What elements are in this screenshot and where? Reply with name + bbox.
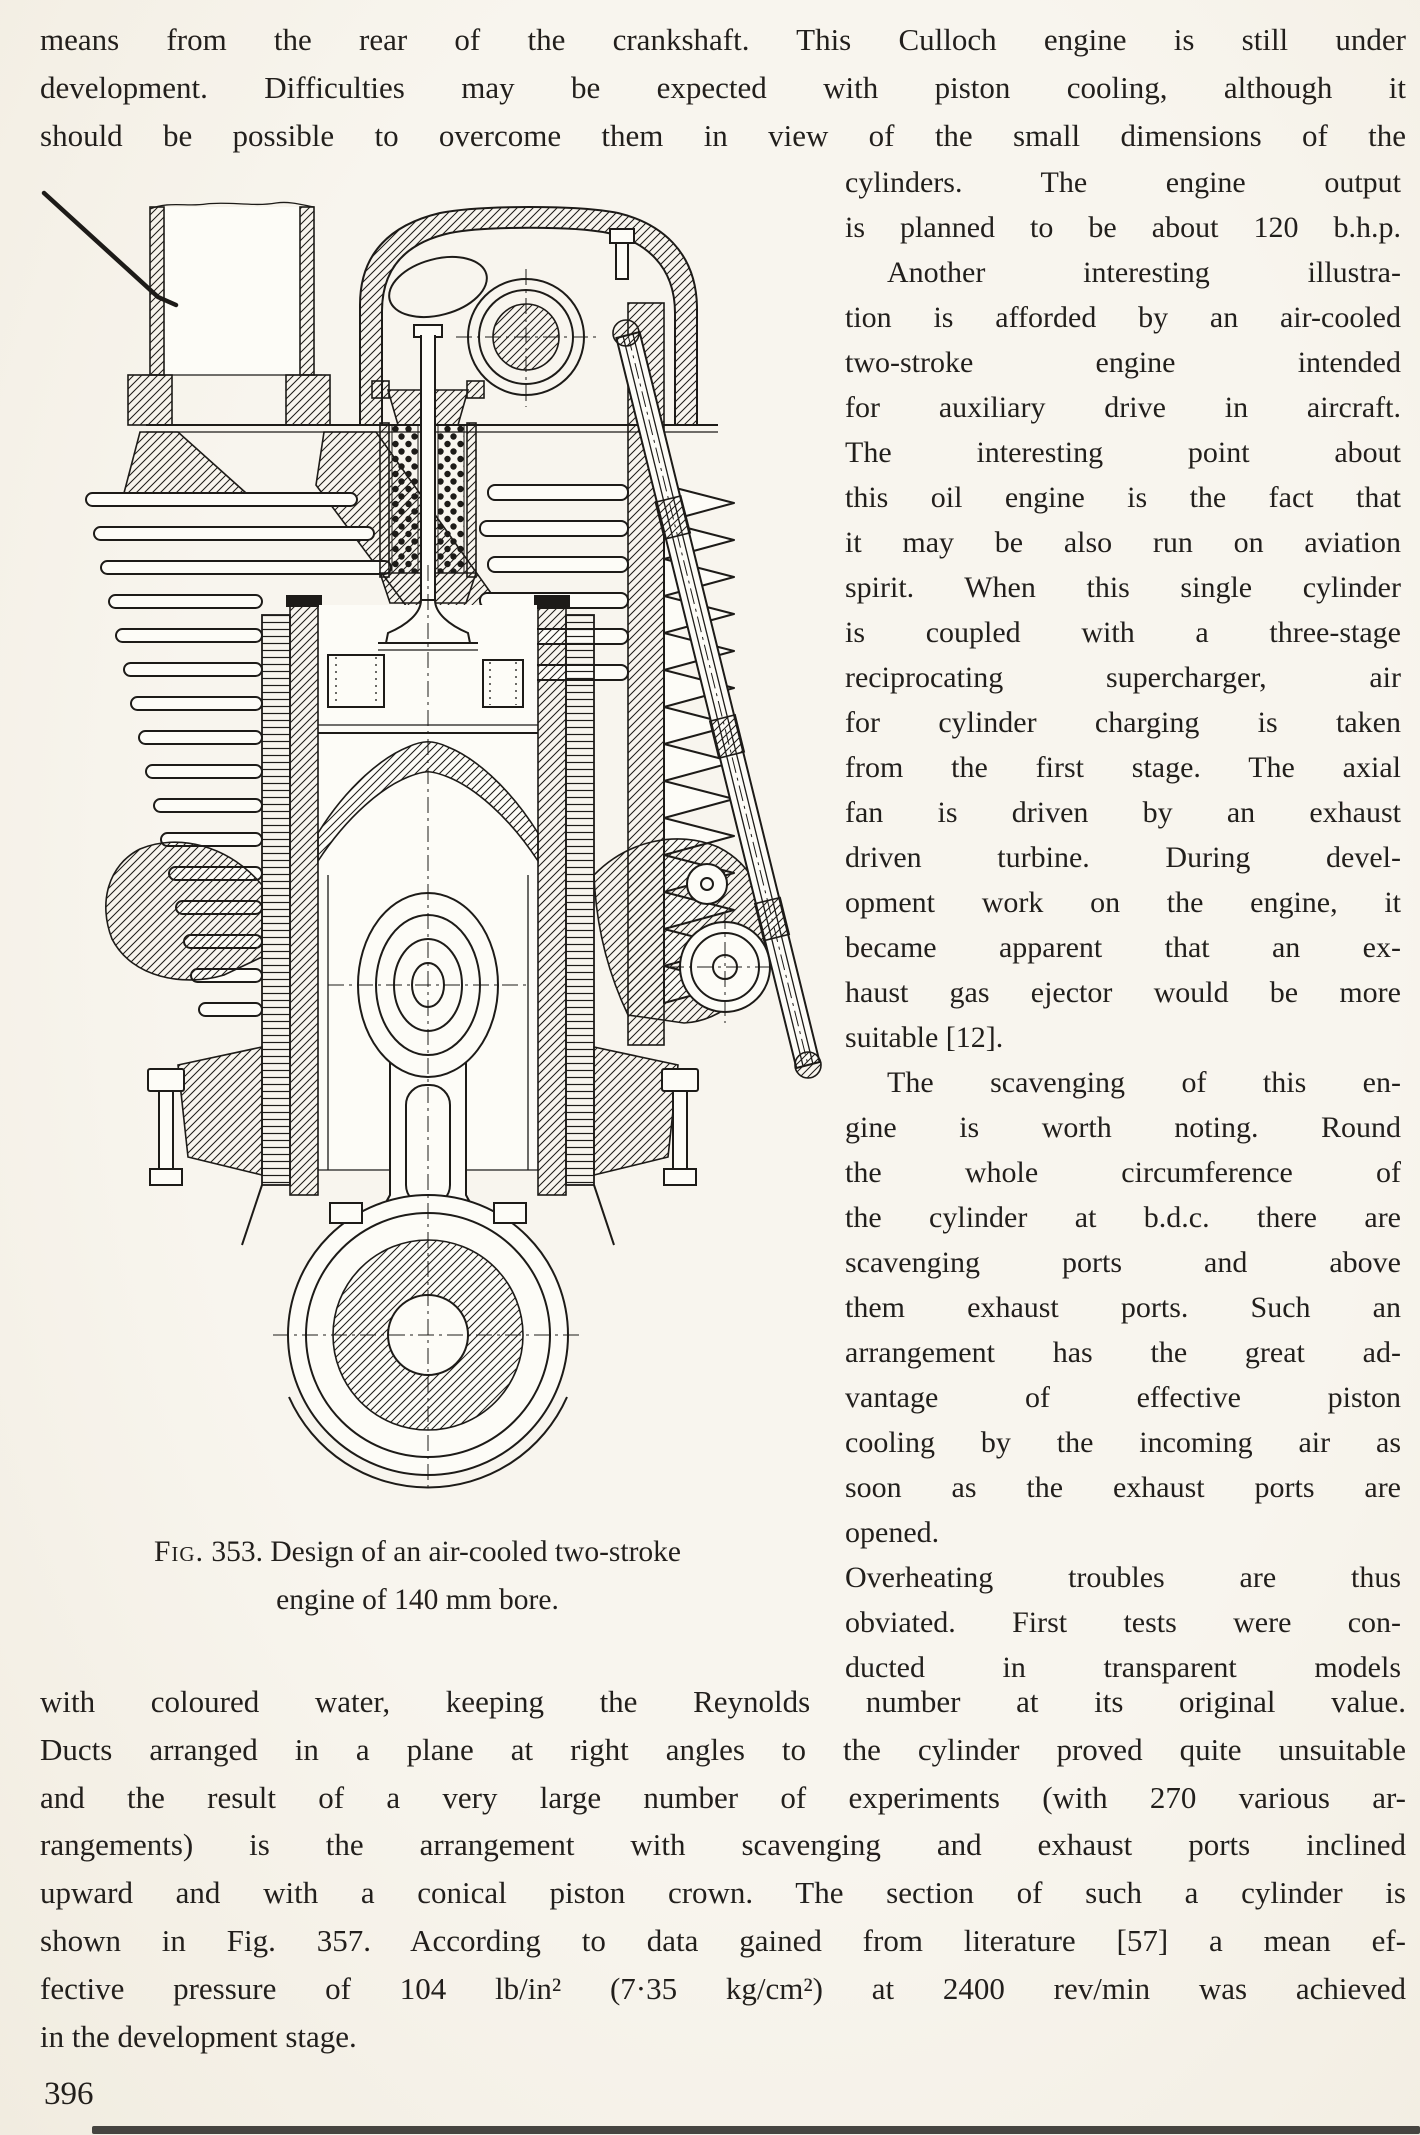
valve-spring: [438, 425, 464, 573]
top-paragraph: [40, 16, 1406, 159]
text-line: soon as the exhaust ports are: [845, 1471, 1401, 1504]
text-line: The scavenging of this en-: [887, 1066, 1401, 1099]
text-line: fan is driven by an exhaust: [845, 796, 1401, 829]
text-line: gine is worth noting. Round: [845, 1111, 1401, 1144]
text-line: from the first stage. The axial: [845, 751, 1401, 784]
text-line: development. Difficulties may be expected with piston cooling, although it: [40, 69, 1406, 105]
text-line: in the development stage.: [40, 2018, 357, 2054]
scan-edge-artifact: [92, 2126, 1420, 2134]
text-line: cooling by the incoming air as: [845, 1426, 1401, 1459]
text-line: rangements) is the arrangement with scavenging and exhaust ports inclined: [40, 1827, 1406, 1863]
text-line: two-stroke engine intended: [845, 346, 1401, 379]
text-line: suitable [12].: [845, 1021, 1004, 1054]
figure-caption: [45, 1528, 790, 1624]
text-line: upward and with a conical piston crown. The section of such a cylinder is: [40, 1875, 1406, 1911]
text-line: cylinders. The engine output: [845, 166, 1401, 199]
text-line: haust gas ejector would be more: [845, 976, 1401, 1009]
text-line: shown in Fig. 357. According to data gained from literature [57] a mean ef-: [40, 1922, 1406, 1958]
text-line: became apparent that an ex-: [845, 931, 1401, 964]
text-line: vantage of effective piston: [845, 1381, 1401, 1414]
engine-cross-section-drawing: [28, 185, 828, 1505]
right-column-paragraphs: [845, 160, 1401, 1690]
fig-label: Fig.: [154, 1536, 204, 1568]
text-line: this oil engine is the fact that: [845, 481, 1401, 514]
page-number: 396: [44, 2076, 94, 2112]
text-line: is coupled with a three-stage: [845, 616, 1401, 649]
valve-spring: [392, 425, 418, 573]
text-line: arrangement has the great ad-: [845, 1336, 1401, 1369]
text-line: for auxiliary drive in aircraft.: [845, 391, 1401, 424]
text-line: scavenging ports and above: [845, 1246, 1401, 1279]
text-line: ducted in transparent models: [845, 1651, 1401, 1684]
text-line: is planned to be about 120 b.h.p.: [845, 211, 1401, 244]
head-stud: [610, 229, 634, 279]
text-line: fective pressure of 104 lb/in² (7·35 kg/cm²) at 2400 rev/min was achieved: [40, 1970, 1406, 2006]
figure-353: [28, 185, 828, 1505]
text-line: them exhaust ports. Such an: [845, 1291, 1401, 1324]
text-line: means from the rear of the crankshaft. This Culloch engine is still under: [40, 22, 1406, 57]
text-line: for cylinder charging is taken: [845, 706, 1401, 739]
text-line: driven turbine. During devel-: [845, 841, 1401, 874]
text-line: opment work on the engine, it: [845, 886, 1401, 919]
text-line: tion is afforded by an air-cooled: [845, 301, 1401, 334]
text-line: opened.: [845, 1516, 940, 1549]
text-line: and the result of a very large number of experiments (with 270 various ar-: [40, 1779, 1406, 1815]
text-line: it may be also run on aviation: [845, 526, 1401, 559]
text-line: Ducts arranged in a plane at right angles to the cylinder proved quite unsuitable: [40, 1731, 1406, 1767]
text-line: reciprocating supercharger, air: [845, 661, 1401, 694]
text-line: with coloured water, keeping the Reynolds number at its original value.: [40, 1684, 1406, 1719]
caption-line-2: engine of 140 mm bore.: [276, 1584, 559, 1616]
text-line: obviated. First tests were con-: [845, 1606, 1401, 1639]
tappet-end: [795, 1052, 821, 1078]
pushrod-ball-end: [613, 320, 639, 346]
text-line: should be possible to overcome them in view of the small dimensions of the: [40, 117, 1406, 153]
caption-line-1: Fig. 353. Design of an air-cooled two-stroke: [154, 1536, 681, 1568]
text-line: The interesting point about: [845, 436, 1401, 469]
text-line: Overheating troubles are thus: [845, 1561, 1401, 1594]
text-line: the cylinder at b.d.c. there are: [845, 1201, 1401, 1234]
bottom-paragraph: [40, 1678, 1406, 2060]
text-line: Another interesting illustra-: [887, 256, 1401, 289]
text-line: spirit. When this single cylinder: [845, 571, 1401, 604]
text-line: the whole circumference of: [845, 1156, 1401, 1189]
